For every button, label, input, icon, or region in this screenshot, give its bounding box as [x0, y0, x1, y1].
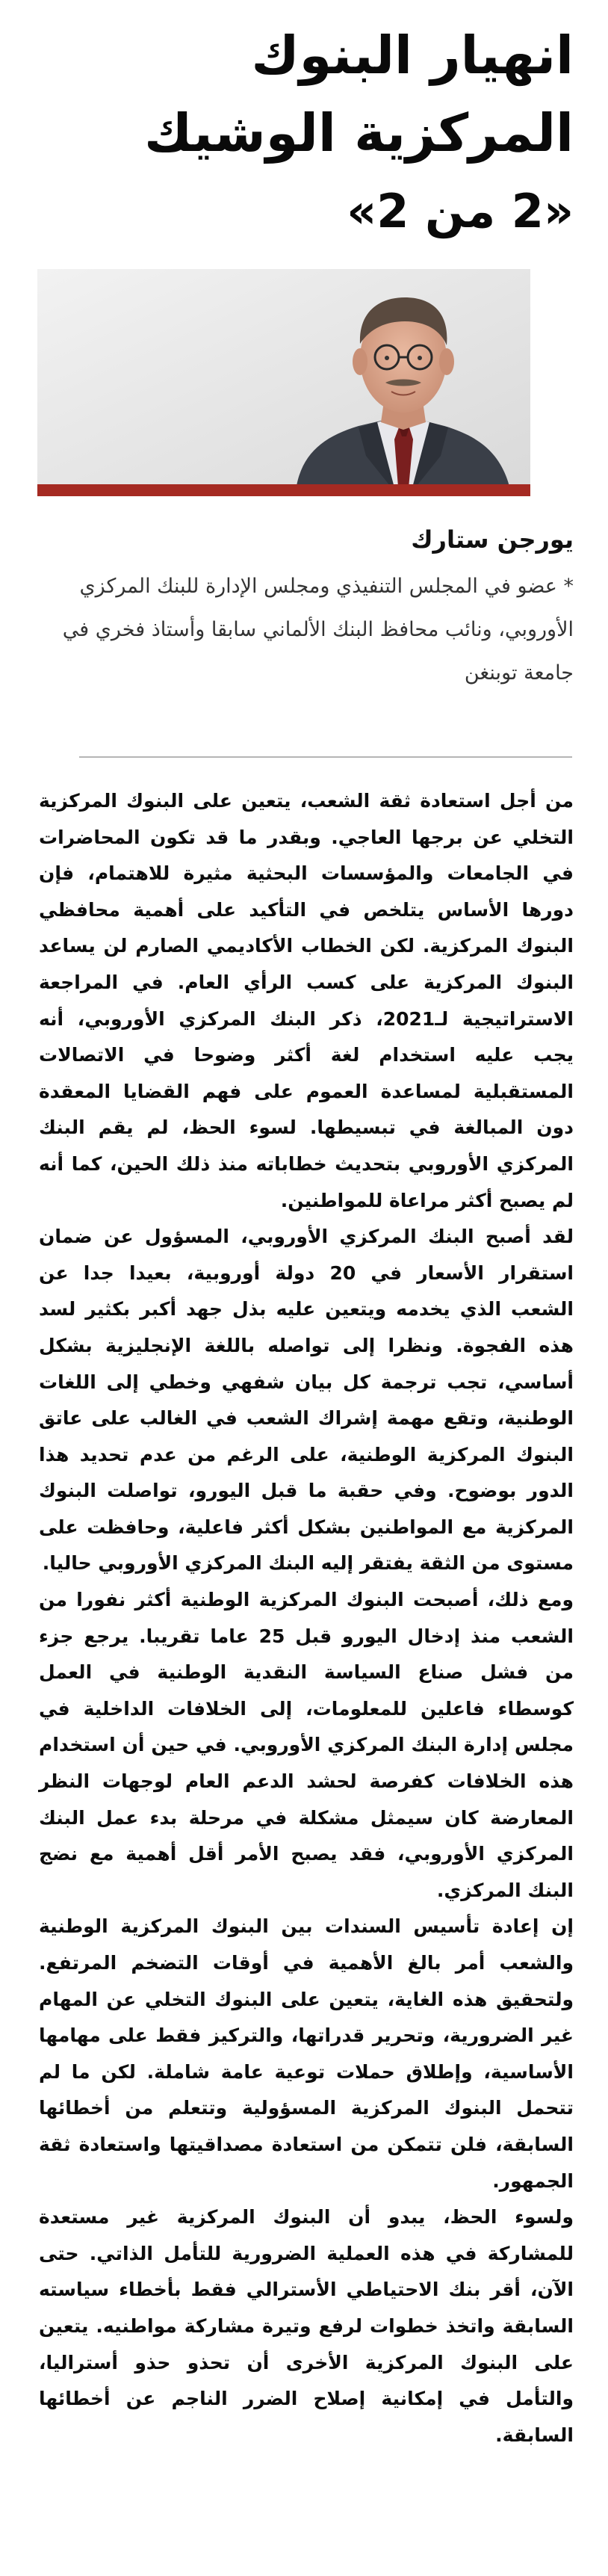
author-bio: * عضو في المجلس التنفيذي ومجلس الإدارة للبنك المركزي الأوروبي، ونائب محافظ البنك الألماني سابقا وأستاذ فخري في جامعة توبنغن: [62, 575, 574, 685]
headline-part-indicator: «2 من 2»: [347, 184, 574, 238]
author-photo: [37, 269, 530, 496]
body-paragraph: إن إعادة تأسيس السندات بين البنوك المركزية الوطنية والشعب أمر بالغ الأهمية في أوقات التضخم المرتفع. ولتحقيق هذه الغاية، يتعين على البنوك التخلي عن المهام غير الضرورية، وتحرير قدراتها، والتركيز فقط على مهامها الأساسية، وإطلاق حملات توعية عامة شاملة. لكن ما لم تتحمل البنوك المركزية المسؤولية وتتعلم من أخطائها السابقة، فلن تتمكن من استعادة مصداقيتها واستعادة ثقة الجمهور.: [39, 1915, 574, 2192]
author-name: يورجن ستارك: [411, 525, 574, 554]
article-body: [39, 783, 574, 2453]
body-paragraph: لقد أصبح البنك المركزي الأوروبي، المسؤول عن ضمان استقرار الأسعار في 20 دولة أوروبية، بعيدا جدا عن الشعب الذي يخدمه ويتعين عليه بذل جهد أكبر بكثير لسد هذه الفجوة. ونظرا إلى تواصله باللغة الإنجليزية بشكل أساسي، تجب ترجمة كل بيان شفهي وخطي إلى اللغات الوطنية، وتقع مهمة إشراك الشعب في الغالب على عاتق البنوك المركزية الوطنية، على الرغم من عدم تحديد هذا الدور بوضوح. وفي حقبة ما قبل اليورو، تواصلت البنوك المركزية مع المواطنين بشكل أكثر فاعلية، وحافظت على مستوى من الثقة يفتقر إليه البنك المركزي الأوروبي حاليا.: [39, 1226, 574, 1575]
author-byline: [37, 523, 574, 695]
body-paragraph: من أجل استعادة ثقة الشعب، يتعين على البنوك المركزية التخلي عن برجها العاجي. وبقدر ما قد تكون المحاضرات في الجامعات والمؤسسات البحثية مثيرة للاهتمام، فإن دورها الأساس يتلخص في التأكيد على أهمية محافظي البنوك المركزية. لكن الخطاب الأكاديمي الصارم لن يساعد البنوك المركزية على كسب الرأي العام. في المراجعة الاستراتيجية لـ2021، ذكر البنك المركزي الأوروبي، أنه يجب عليه استخدام لغة أكثر وضوحا في الاتصالات المستقبلية لمساعدة العموم على فهم القضايا المعقدة دون المبالغة في تبسيطها. لسوء الحظ، لم يقم البنك المركزي الأوروبي بتحديث خطاباته منذ ذلك الحين، كما أنه لم يصبح أكثر مراعاة للمواطنين.: [39, 790, 574, 1211]
headline-line-1: انهيار البنوك: [251, 25, 574, 86]
body-paragraph: ولسوء الحظ، يبدو أن البنوك المركزية غير مستعدة للمشاركة في هذه العملية الضرورية للتأمل الذاتي. حتى الآن، أقر بنك الاحتياطي الأسترالي فقط بأخطاء سياسته السابقة واتخذ خطوات لرفع وتيرة مشاركة مواطنيه. يتعين على البنوك المركزية الأخرى أن تحذو حذو أستراليا، والتأمل في إمكانية إصلاح الضرر الناجم عن أخطائها السابقة.: [39, 2206, 574, 2446]
author-portrait-illustration: [37, 269, 530, 496]
headline: [34, 16, 574, 251]
body-paragraph: ومع ذلك، أصبحت البنوك المركزية الوطنية أكثر نفورا من الشعب منذ إدخال اليورو قبل 25 عاما تقريبا. يرجع جزء من فشل صناع السياسة النقدية الوطنية في العمل كوسطاء فاعلين للمعلومات، إلى الخلافات الداخلية في مجلس إدارة البنك المركزي الأوروبي. في حين أن استخدام هذه الخلافات كفرصة لحشد الدعم العام لوجهات النظر المعارضة كان سيمثل مشكلة في مرحلة بدء عمل البنك المركزي الأوروبي، فقد يصبح الأمر أقل أهمية مع نضج البنك المركزي.: [39, 1589, 574, 1901]
section-divider: [79, 756, 572, 758]
headline-line-2: المركزية الوشيك: [144, 102, 574, 164]
